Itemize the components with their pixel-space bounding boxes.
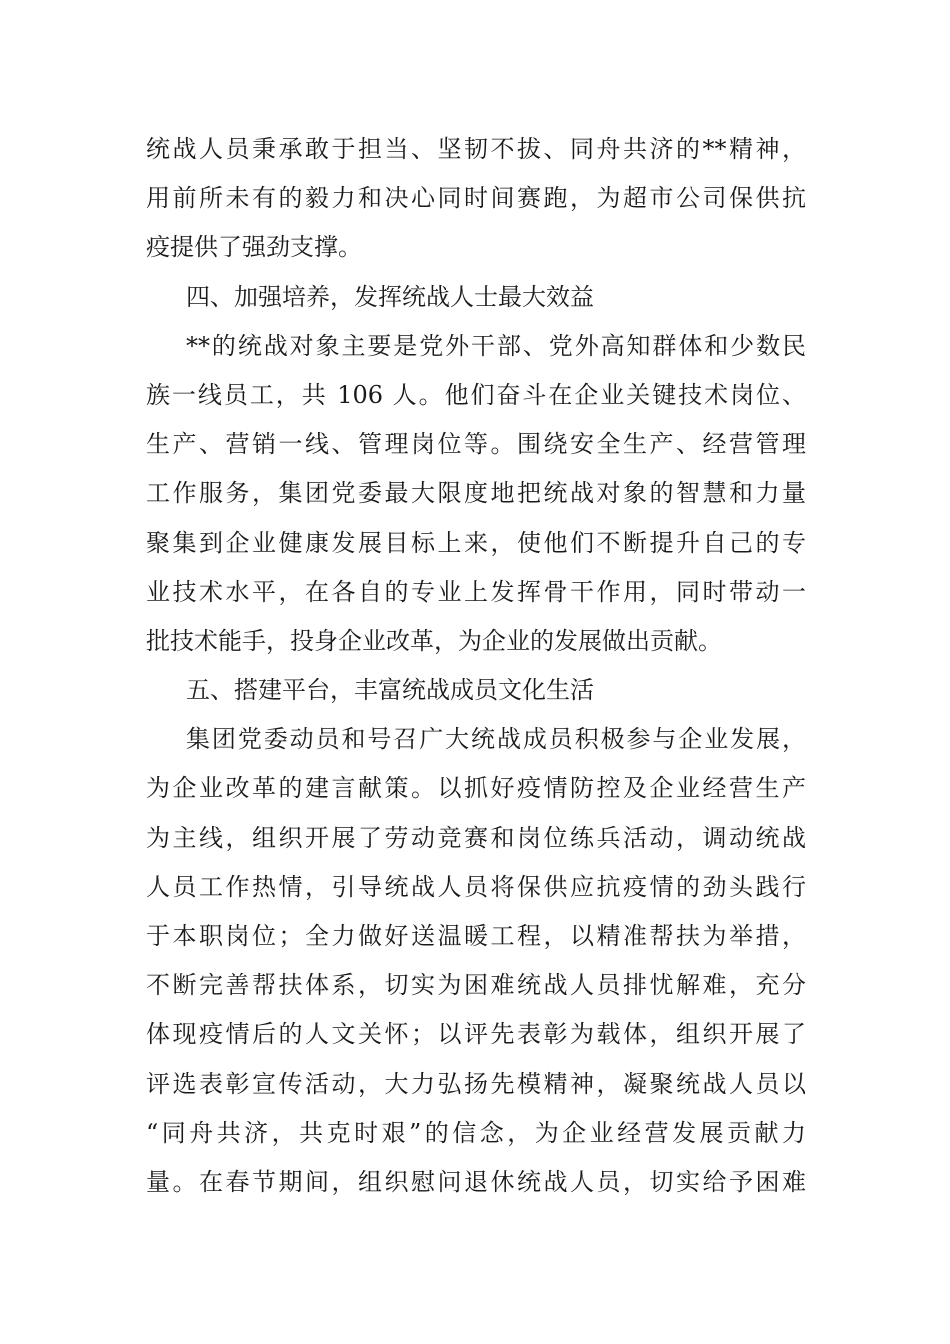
text-line: 为主线，组织开展了劳动竞赛和岗位练兵活动，调动统战 [146, 823, 806, 852]
text-line: 人员工作热情，引导统战人员将保供应抗疫情的劲头践行 [146, 872, 806, 901]
text-line: 量。在春节期间，组织慰问退休统战人员，切实给予困难 [146, 1167, 806, 1196]
text-line: 用前所未有的毅力和决心同时间赛跑，为超市公司保供抗 [146, 184, 806, 213]
text-line: 不断完善帮扶体系，切实为困难统战人员排忧解难，充分 [146, 971, 806, 1000]
text-line: 族一线员工，共 106 人。他们奋斗在企业关键技术岗位、 [146, 380, 806, 409]
text-line: 统战人员秉承敢于担当、坚韧不拔、同舟共济的**精神， [146, 135, 806, 163]
text-line: 批技术能手，投身企业改革，为企业的发展做出贡献。 [146, 626, 722, 655]
text-line: 业技术水平，在各自的专业上发挥骨干作用，同时带动一 [146, 577, 806, 606]
text-line: 生产、营销一线、管理岗位等。围绕安全生产、经营管理 [146, 430, 806, 459]
text-line: 评选表彰宣传活动，大力弘扬先模精神，凝聚统战人员以 [146, 1069, 806, 1098]
text-line: 为企业改革的建言献策。以抓好疫情防控及企业经营生产 [146, 774, 806, 803]
document-page [146, 125, 806, 1207]
section-heading: 五、搭建平台，丰富统战成员文化生活 [186, 676, 594, 705]
text-line: **的统战对象主要是党外干部、党外高知群体和少数民 [186, 331, 806, 360]
text-line: “同舟共济，共克时艰”的信念，为企业经营发展贡献力 [146, 1118, 806, 1147]
text-line: 集团党委动员和号召广大统战成员积极参与企业发展， [186, 725, 806, 754]
section-heading: 四、加强培养，发挥统战人士最大效益 [186, 282, 594, 311]
text-line: 于本职岗位；全力做好送温暖工程，以精准帮扶为举措， [146, 922, 806, 950]
text-line: 聚集到企业健康发展目标上来，使他们不断提升自己的专 [146, 528, 806, 557]
text-line: 体现疫情后的人文关怀；以评先表彰为载体，组织开展了 [146, 1020, 806, 1049]
text-line: 疫提供了强劲支撑。 [146, 233, 362, 262]
text-line: 工作服务，集团党委最大限度地把统战对象的智慧和力量 [146, 479, 806, 508]
